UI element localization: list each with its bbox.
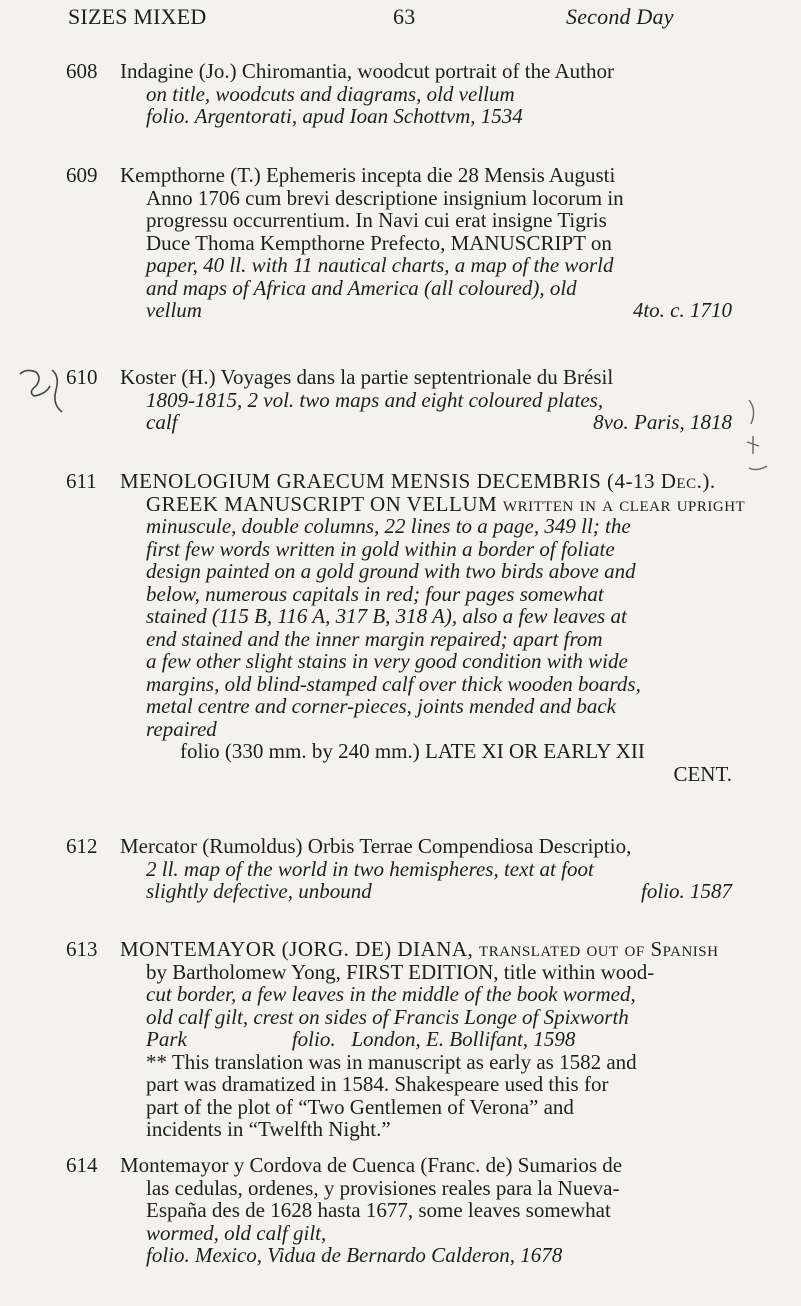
date-note: CENT. [673, 761, 732, 786]
lot-description [120, 938, 732, 1141]
sale-day: Second Day [566, 4, 674, 29]
lot-number: 611 [66, 469, 97, 493]
desc-line: las cedulas, ordenes, y provisiones reales para la Nueva- [146, 1175, 620, 1200]
desc-line: slightly defective, unbound [146, 879, 372, 903]
desc-line: 1809-1815, 2 vol. two maps and eight coloured plates, [146, 387, 604, 412]
desc-line: on title, woodcuts and diagrams, old vellum [146, 81, 515, 106]
lot-number: 609 [66, 163, 98, 187]
desc-line: paper, 40 ll. with 11 nautical charts, a map of the world [146, 253, 614, 277]
lot-description [120, 469, 746, 786]
desc-line: progressu occurrentium. In Navi cui erat insigne Tigris [146, 208, 607, 232]
note-line: incidents in “Twelfth Night.” [146, 1117, 391, 1141]
desc-line: Kempthorne (T.) Ephemeris incepta die 28 Mensis Augusti [120, 163, 616, 187]
desc-line-with-format [120, 299, 732, 322]
desc-line: margins, old blind-stamped calf over thick wooden boards, [146, 671, 641, 696]
desc-line: folio. Argentorati, apud Ioan Schottvm, 1534 [146, 104, 523, 128]
desc-line: first few words written in gold within a border of foliate [146, 536, 615, 561]
desc-line: below, numerous capitals in red; four pages somewhat [146, 581, 604, 606]
desc-line: repaired [146, 716, 217, 741]
section-title: SIZES MIXED [68, 4, 207, 29]
lot-description [120, 1154, 732, 1267]
lot-description [120, 164, 732, 322]
format-date: folio. 1587 [640, 879, 732, 903]
format-date: 4to. c. 1710 [632, 298, 732, 322]
desc-line: Mercator (Rumoldus) Orbis Terrae Compendiosa Descriptio, [120, 834, 632, 858]
format-date: 8vo. Paris, 1818 [593, 410, 732, 434]
lot-description [120, 835, 732, 903]
lot-description [120, 60, 732, 128]
desc-line: GREEK MANUSCRIPT ON VELLUM written in a clear upright [146, 491, 746, 516]
page-header [0, 0, 801, 38]
desc-line: design painted on a gold ground with two birds above and [146, 559, 636, 583]
desc-line-with-format [120, 880, 732, 903]
margin-pencil-marks [743, 380, 783, 500]
desc-line: Anno 1706 cum brevi descriptione insignium locorum in [146, 185, 624, 210]
desc-line: Indagine (Jo.) Chiromantia, woodcut portrait of the Author [120, 59, 614, 83]
note-line: part was dramatized in 1584. Shakespeare used this for [146, 1072, 609, 1096]
lot-number: 614 [66, 1153, 98, 1177]
desc-line: calf [146, 410, 178, 434]
desc-line: end stained and the inner margin repaired; apart from [146, 626, 603, 651]
desc-line: Park folio. London, E. Bollifant, 1598 [146, 1027, 576, 1051]
desc-line: a few other slight stains in very good condition with wide [146, 649, 628, 673]
desc-line: wormed, old calf gilt, [146, 1220, 327, 1245]
date-line [120, 763, 732, 786]
desc-line: Duce Thoma Kempthorne Prefecto, MANUSCRIPT on [146, 230, 612, 255]
desc-line: old calf gilt, crest on sides of Francis Longe of Spixworth [146, 1004, 629, 1029]
desc-line: metal centre and corner-pieces, joints mended and back [146, 694, 616, 718]
desc-line: Montemayor y Cordova de Cuenca (Franc. de) Sumarios de [120, 1153, 623, 1177]
desc-line: minuscule, double columns, 22 lines to a page, 349 ll; the [146, 514, 631, 538]
desc-line: stained (115 B, 116 A, 317 B, 318 A), also a few leaves at [146, 604, 627, 628]
desc-line: cut border, a few leaves in the middle of the book wormed, [146, 982, 636, 1006]
desc-line: folio (330 mm. by 240 mm.) LATE XI OR EARLY XII [180, 739, 645, 763]
desc-line: España des de 1628 hasta 1677, some leaves somewhat [146, 1198, 611, 1222]
desc-line: 2 ll. map of the world in two hemispheres, text at foot [146, 856, 594, 881]
note-line: part of the plot of “Two Gentlemen of Verona” and [146, 1094, 574, 1119]
desc-line: vellum [146, 298, 202, 322]
lot-number: 608 [66, 59, 98, 83]
desc-line: and maps of Africa and America (all coloured), old [146, 275, 577, 300]
page-number: 63 [393, 4, 416, 29]
desc-line: MENOLOGIUM GRAECUM MENSIS DECEMBRIS (4-13 Dec.). [120, 469, 716, 493]
lot-number: 613 [66, 937, 98, 961]
lot-number: 612 [66, 834, 98, 858]
desc-line: by Bartholomew Yong, FIRST EDITION, title within wood- [146, 959, 655, 984]
note-line: ** This translation was in manuscript as early as 1582 and [146, 1049, 637, 1074]
lot-description [120, 366, 732, 434]
desc-line: folio. Mexico, Vidua de Bernardo Calderon, 1678 [146, 1243, 563, 1267]
desc-line: Koster (H.) Voyages dans la partie septentrionale du Brésil [120, 365, 614, 389]
lot-number: 610 [66, 365, 98, 389]
desc-line: MONTEMAYOR (JORG. DE) DIANA, translated out of Spanish [120, 937, 719, 961]
desc-line-with-format [120, 411, 732, 434]
pencil-mark-icon [743, 380, 783, 490]
